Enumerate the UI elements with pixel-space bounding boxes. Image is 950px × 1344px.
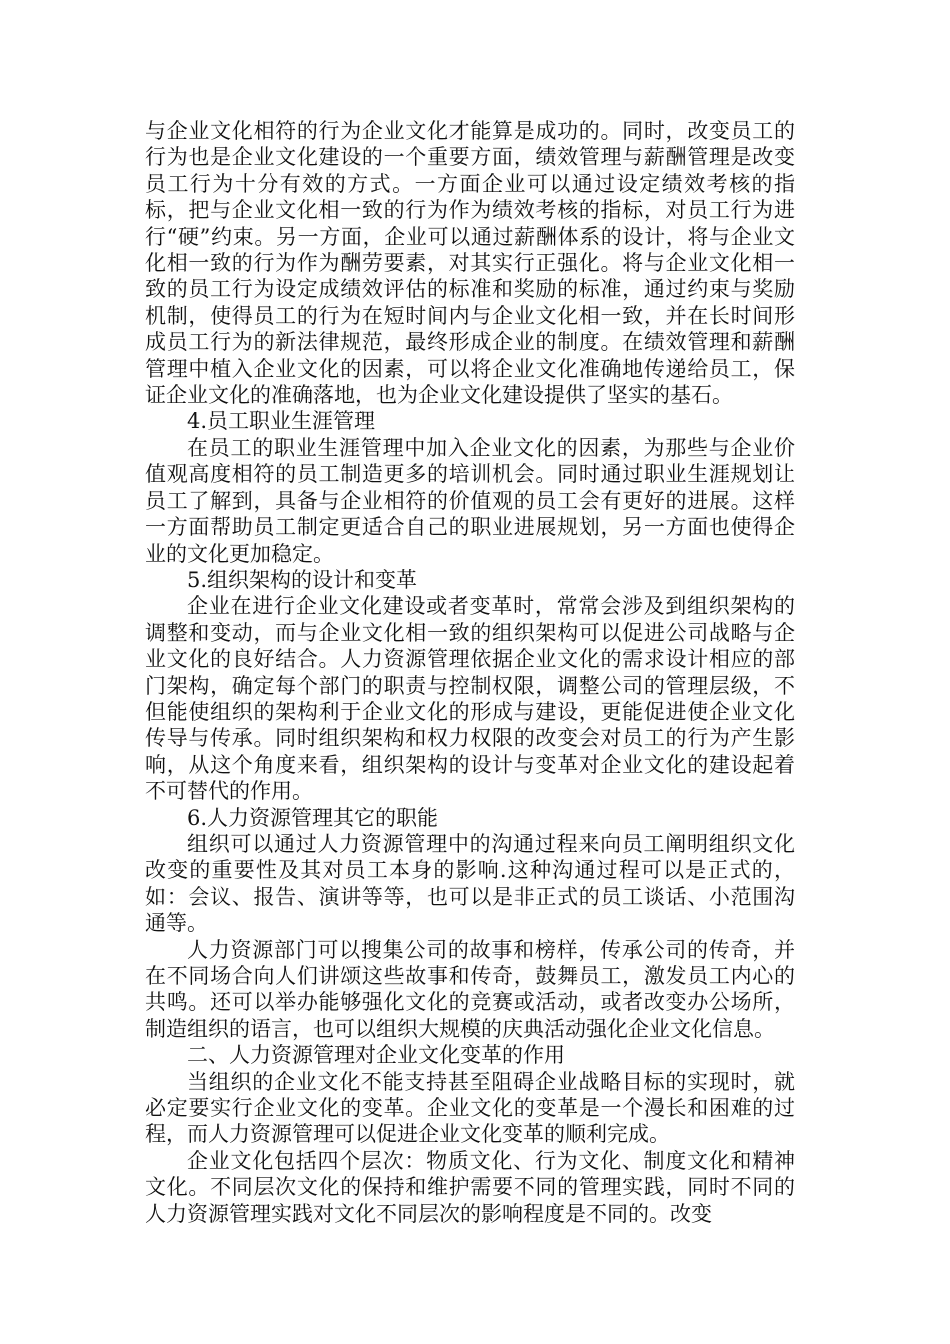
document-page	[145, 118, 795, 1227]
paragraph-stories-and-events: 人力资源部门可以搜集公司的故事和榜样，传承公司的传奇，并在不同场合向人们讲颂这些故事和传奇，鼓舞员工，激发员工内心的共鸣。还可以举办能够强化文化的竞赛或活动，或者改变办公场所，制造组织的语言，也可以组织大规模的庆典活动强化企业文化信息。	[145, 937, 795, 1041]
heading-other-hr-functions: 6.人力资源管理其它的职能	[187, 805, 439, 830]
paragraph-culture-change: 当组织的企业文化不能支持甚至阻碍企业战略目标的实现时，就必定要实行企业文化的变革。企业文化的变革是一个漫长和困难的过程，而人力资源管理可以促进企业文化变革的顺利完成。	[145, 1069, 795, 1147]
heading-section-two: 二、人力资源管理对企业文化变革的作用	[187, 1043, 565, 1068]
paragraph-performance-compensation: 与企业文化相符的行为企业文化才能算是成功的。同时，改变员工的行为也是企业文化建设的一个重要方面，绩效管理与薪酬管理是改变员工行为十分有效的方式。一方面企业可以通过设定绩效考核的指标，把与企业文化相一致的行为作为绩效考核的指标，对员工行为进行“硬”约束。另一方面，企业可以通过薪酬体系的设计，将与企业文化相一致的行为作为酬劳要素，对其实行正强化。将与企业文化相一致的员工行为设定成绩效评估的标准和奖励的标准，通过约束与奖励机制，使得员工的行为在短时间内与企业文化相一致，并在长时间形成员工行为的新法律规范，最终形成企业的制度。在绩效管理和薪酬管理中植入企业文化的因素，可以将企业文化准确地传递给员工，保证企业文化的准确落地，也为企业文化建设提供了坚实的基石。	[145, 119, 795, 408]
heading-org-structure: 5.组织架构的设计和变革	[187, 567, 418, 592]
paragraph-culture-levels: 企业文化包括四个层次：物质文化、行为文化、制度文化和精神文化。不同层次文化的保持和维护需要不同的管理实践，同时不同的人力资源管理实践对文化不同层次的影响程度是不同的。改变	[145, 1148, 795, 1226]
paragraph-communication: 组织可以通过人力资源管理中的沟通过程来向员工阐明组织文化改变的重要性及其对员工本身的影响.这种沟通过程可以是正式的，如：会议、报告、演讲等等，也可以是非正式的员工谈话、小范围沟通等。	[145, 831, 795, 936]
paragraph-org-structure: 企业在进行企业文化建设或者变革时，常常会涉及到组织架构的调整和变动，而与企业文化相一致的组织架构可以促进公司战略与企业文化的良好结合。人力资源管理依据企业文化的需求设计相应的部门架构，确定每个部门的职责与控制权限，调整公司的管理层级，不但能使组织的架构利于企业文化的形成与建设，更能促进使企业文化传导与传承。同时组织架构和权力权限的改变会对员工的行为产生影响，从这个角度来看，组织架构的设计与变革对企业文化的建设起着不可替代的作用。	[145, 594, 795, 804]
paragraph-career-management: 在员工的职业生涯管理中加入企业文化的因素，为那些与企业价值观高度相符的员工制造更多的培训机会。同时通过职业生涯规划让员工了解到，具备与企业相符的价值观的员工会有更好的进展。这样一方面帮助员工制定更适合自己的职业进展规划，另一方面也使得企业的文化更加稳定。	[145, 435, 795, 566]
heading-career-management: 4.员工职业生涯管理	[187, 409, 376, 434]
